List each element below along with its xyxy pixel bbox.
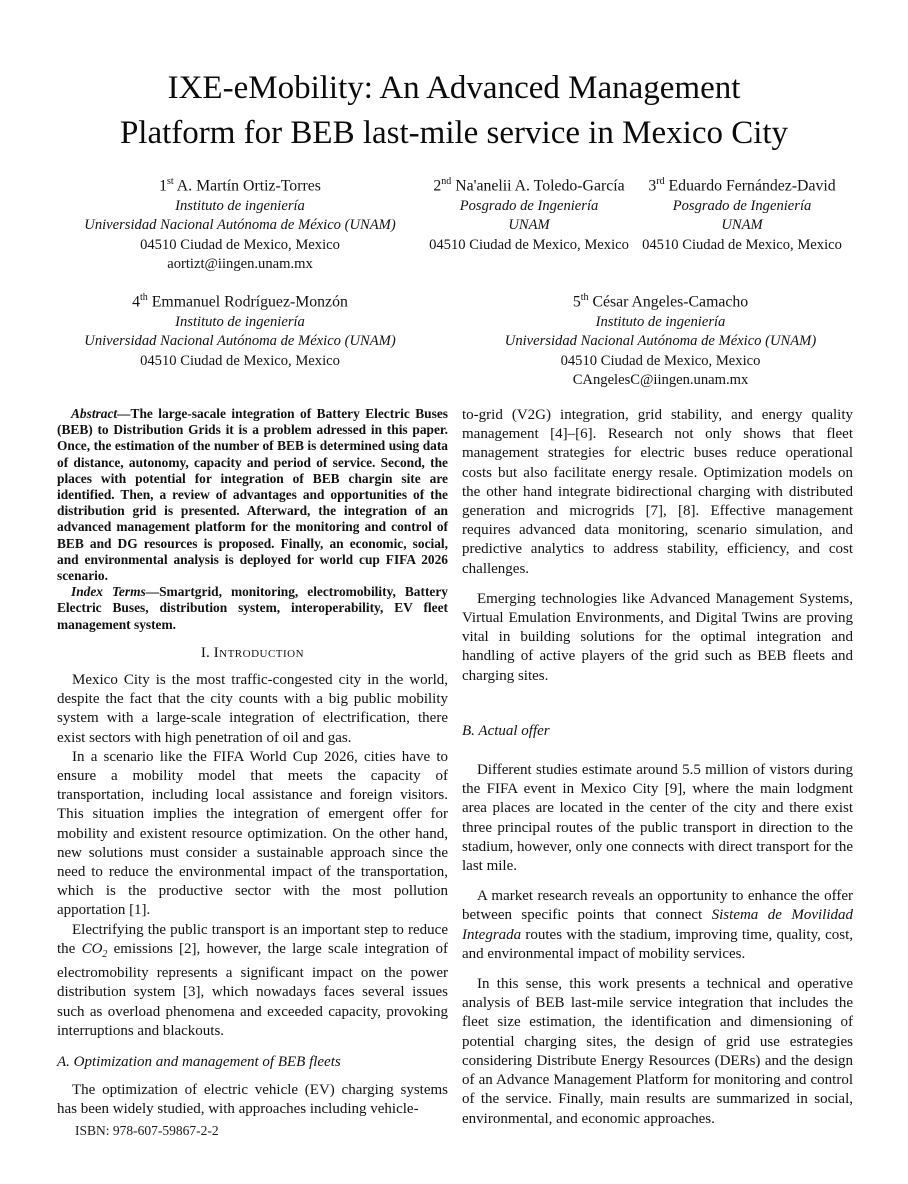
subsection-title: Actual offer bbox=[478, 722, 550, 739]
author-ordinal: th bbox=[580, 292, 589, 303]
author-block-2 bbox=[403, 172, 655, 255]
index-terms-text: Smartgrid, monitoring, electromobility, Battery Electric Buses, distribution system, interoperability, EV fleet management system. bbox=[57, 584, 448, 632]
author-dept: Posgrado de Ingeniería bbox=[459, 197, 599, 214]
paragraph-intro-3 bbox=[57, 921, 448, 1041]
author-block-5 bbox=[448, 288, 873, 391]
author-block-3 bbox=[622, 172, 862, 255]
section-title: Introduction bbox=[213, 643, 305, 661]
author-org: UNAM bbox=[721, 217, 763, 234]
author-org: Universidad Nacional Autónoma de México (UNAM) bbox=[84, 217, 396, 234]
author-name bbox=[448, 288, 873, 312]
author-fullname: A. Martín Ortiz-Torres bbox=[176, 177, 321, 195]
author-name bbox=[622, 172, 862, 196]
author-order: 2 bbox=[433, 177, 442, 195]
paragraph-intro-2: In a scenario like the FIFA World Cup 2026, cities have to ensure a mobility model that meets the capacity of transportation, including local assistance and foreign visitors. This situation implies the integration of emergent offer for mobility and existent resource optimization. On the other hand, new solutions must consider a sustainable approach since the need to reduce the environmental impact of the transportation, which is the productive sector with the most pollution apportation [1]. bbox=[57, 748, 448, 919]
paragraph-text: routes with the stadium, improving time, quality, cost, and environmental impact of mobility services. bbox=[462, 926, 853, 962]
author-fullname: César Angeles-Camacho bbox=[592, 293, 749, 311]
author-fullname: Eduardo Fernández-David bbox=[668, 177, 836, 195]
isbn-footer: ISBN: 978-607-59867-2-2 bbox=[75, 1123, 219, 1138]
abstract-label: Abstract— bbox=[71, 406, 131, 421]
subsection-letter: B. bbox=[462, 722, 475, 739]
author-city: 04510 Ciudad de Mexico, Mexico bbox=[429, 236, 629, 253]
paragraph-subb-1: Different studies estimate around 5.5 million of vistors during the FIFA event in Mexico City [9], where the main lodgment area places are located in the center of the city and there exist three principal routes of the public transport in direction to the stadium, however, only one connects with direct transport for the last mile. bbox=[462, 762, 853, 875]
author-order: 4 bbox=[132, 293, 141, 311]
author-order: 3 bbox=[648, 177, 657, 195]
author-city: 04510 Ciudad de Mexico, Mexico bbox=[140, 236, 340, 253]
paper-title bbox=[0, 66, 908, 156]
author-email: CAngelesC@iingen.unam.mx bbox=[572, 372, 749, 389]
author-block-1 bbox=[40, 172, 440, 275]
subsection-heading-a bbox=[57, 1053, 448, 1072]
author-city: 04510 Ciudad de Mexico, Mexico bbox=[140, 352, 340, 369]
index-terms bbox=[57, 584, 448, 633]
author-ordinal: nd bbox=[441, 176, 452, 187]
paragraph-continuation: to-grid (V2G) integration, grid stability, and energy quality management [4]–[6]. Research not only shows that fleet management strategies for electric buses reduce operational costs but also facilitate energy resale. Optimization models on the other hand integrate bidirectional charging with distributed generation and microgrids [7], [8]. Effective management requires advanced data monitoring, scenario simulation, and predictive analytics to address stability, efficiency, and cost challenges. bbox=[462, 407, 853, 577]
author-email: aortizt@iingen.unam.mx bbox=[167, 256, 313, 273]
author-order: 1 bbox=[159, 177, 168, 195]
author-ordinal: st bbox=[167, 176, 174, 187]
subsection-heading-b bbox=[462, 722, 853, 741]
paper-title-line1: IXE-eMobility: An Advanced Management bbox=[167, 70, 741, 106]
author-ordinal: rd bbox=[656, 176, 665, 187]
paragraph-text: emissions [2], however, the large scale integration of electromobility represents a significant impact on the power distribution system [3], which nowadays faces several issues such as overload phenomena and exceeded capacity, provoking interruptions and blackouts. bbox=[57, 940, 448, 1039]
author-city: 04510 Ciudad de Mexico, Mexico bbox=[560, 352, 761, 369]
co2-symbol: CO bbox=[81, 940, 103, 957]
author-name bbox=[40, 172, 440, 196]
author-dept: Instituto de ingeniería bbox=[175, 197, 305, 214]
section-heading-introduction bbox=[57, 643, 448, 662]
paragraph-intro-1: Mexico City is the most traffic-congested city in the world, despite the fact that the city counts with a big public mobility system with a large-scale integration of electrification, there exist sectors with high penetration of oil and gas. bbox=[57, 672, 448, 746]
paragraph-subb-2 bbox=[462, 887, 853, 964]
subsection-title: Optimization and management of BEB fleets bbox=[73, 1053, 341, 1070]
author-fullname: Na'anelii A. Toledo-García bbox=[455, 177, 625, 195]
co2-formula bbox=[81, 940, 108, 960]
subsection-letter: A. bbox=[57, 1053, 70, 1070]
paragraph-text: A market research reveals an opportunity to enhance the offer between specific points that connect bbox=[462, 888, 853, 924]
author-block-4 bbox=[40, 288, 440, 371]
author-org: Universidad Nacional Autónoma de México (UNAM) bbox=[504, 333, 817, 350]
right-column bbox=[462, 406, 853, 1129]
sistema-movilidad-italic: Sistema de Movilidad Integrada bbox=[462, 907, 854, 943]
author-ordinal: th bbox=[140, 292, 148, 303]
paragraph-subb-3: In this sense, this work presents a technical and operative analysis of BEB last-mile service integration that includes the fleet size estimation, the identification and dimensioning of potential charging sites, the design of grid use estrategies considering Distribute Energy Resources (DERs) and the design of an Advance Management Platform for monitoring and control of the service. Finally, main results are summarized in social, environmental, and economic approaches. bbox=[462, 976, 853, 1127]
author-name bbox=[403, 172, 655, 196]
index-terms-label: Index Terms— bbox=[71, 584, 160, 600]
section-number: I. bbox=[200, 643, 210, 661]
abstract-text: The large-sacale integration of Battery Electric Buses (BEB) to Distribution Grids it is a problem adressed in this paper. Once, the estimation of the number of BEB is determined using data of distance, autonomy, capacity and period of service. Second, the places with potential for integration of BEB chargin site are identified. Then, a review of advantages and opportunities of the distribution grid is presented. Afterward, the integration of an advanced management platform for the monitoring and control of BEB and DG resources is proposed. Finally, an economic, social, and environmental analysis is deployed for world cup FIFA 2026 scenario. bbox=[57, 406, 448, 584]
abstract bbox=[57, 406, 448, 584]
author-dept: Posgrado de Ingeniería bbox=[672, 197, 812, 214]
paragraph-text: Electrifying the public transport is an important step to reduce the bbox=[57, 921, 448, 957]
author-org: UNAM bbox=[508, 217, 550, 234]
author-name bbox=[40, 288, 440, 312]
left-column bbox=[57, 406, 448, 1120]
author-fullname: Emmanuel Rodríguez-Monzón bbox=[151, 293, 348, 311]
author-city: 04510 Ciudad de Mexico, Mexico bbox=[642, 236, 842, 253]
paper-title-line2: Platform for BEB last-mile service in Mexico City bbox=[119, 115, 789, 151]
author-dept: Instituto de ingeniería bbox=[595, 313, 726, 330]
paragraph-emerging-tech: Emerging technologies like Advanced Management Systems, Virtual Emulation Environments, and Digital Twins are proving vital in building solutions for the optimal integration and handling of active players of the grid such as BEB fleets and charging sites. bbox=[462, 590, 853, 684]
author-order: 5 bbox=[572, 293, 581, 311]
co2-subscript: 2 bbox=[102, 948, 108, 960]
author-org: Universidad Nacional Autónoma de México (UNAM) bbox=[84, 333, 396, 350]
author-dept: Instituto de ingeniería bbox=[175, 313, 305, 330]
paragraph-suba-1: The optimization of electric vehicle (EV) charging systems has been widely studied, with approaches including vehicle- bbox=[57, 1082, 448, 1118]
